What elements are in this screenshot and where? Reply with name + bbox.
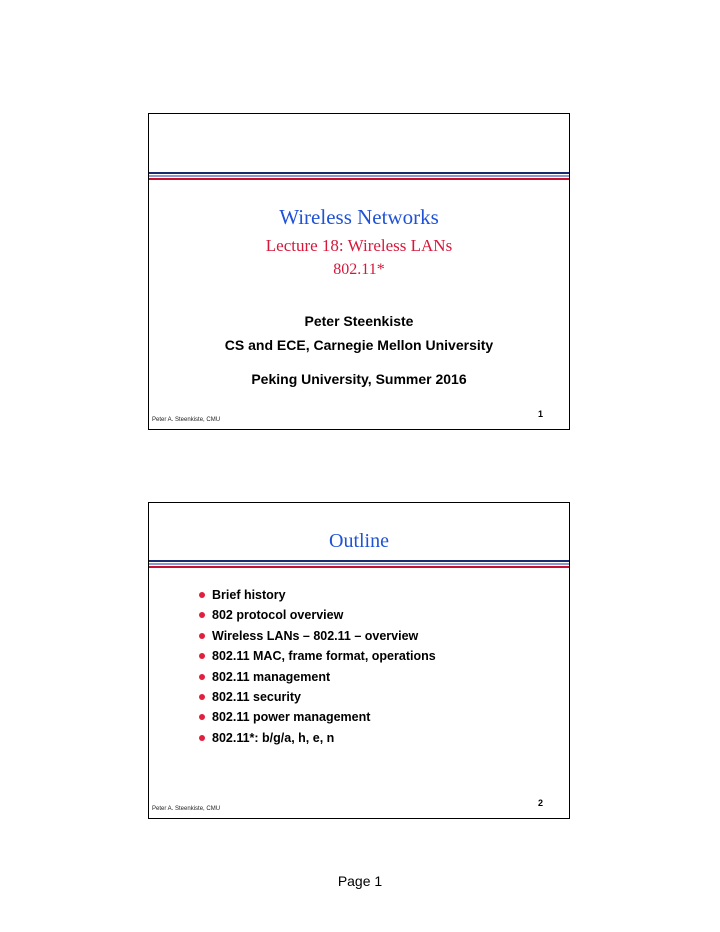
header-bar	[149, 172, 569, 180]
header-bar	[149, 560, 569, 568]
author-affiliation: CS and ECE, Carnegie Mellon University	[224, 337, 494, 353]
bullet-icon	[199, 653, 205, 659]
list-item: 802 protocol overview	[199, 605, 436, 625]
list-item: Brief history	[199, 585, 436, 605]
slide-2	[148, 502, 570, 819]
bullet-icon	[199, 694, 205, 700]
bullet-icon	[199, 735, 205, 741]
slide-title: Wireless Networks	[279, 205, 439, 229]
bullet-icon	[199, 612, 205, 618]
slide-page-number: 2	[537, 798, 543, 808]
bullet-icon	[199, 633, 205, 639]
event-info: Peking University, Summer 2016	[251, 371, 467, 387]
slide-footer: Peter A. Steenkiste, CMU	[152, 417, 221, 423]
list-item: 802.11 security	[199, 687, 436, 707]
outline-list	[199, 585, 436, 748]
slide-footer: Peter A. Steenkiste, CMU	[152, 806, 221, 812]
bullet-icon	[199, 592, 205, 598]
slide-subtitle: Lecture 18: Wireless LANs	[265, 236, 453, 255]
slide-subtitle-2: 802.11*	[333, 261, 385, 278]
list-item: 802.11*: b/g/a, h, e, n	[199, 728, 436, 748]
author-name: Peter Steenkiste	[304, 313, 414, 329]
bullet-icon	[199, 674, 205, 680]
list-item: Wireless LANs – 802.11 – overview	[199, 626, 436, 646]
bullet-icon	[199, 714, 205, 720]
page-label: Page 1	[337, 873, 383, 889]
slide-page-number: 1	[537, 409, 543, 419]
slide-title: Outline	[329, 530, 389, 552]
slide-1	[148, 113, 570, 430]
list-item: 802.11 power management	[199, 707, 436, 727]
list-item: 802.11 MAC, frame format, operations	[199, 646, 436, 666]
list-item: 802.11 management	[199, 667, 436, 687]
